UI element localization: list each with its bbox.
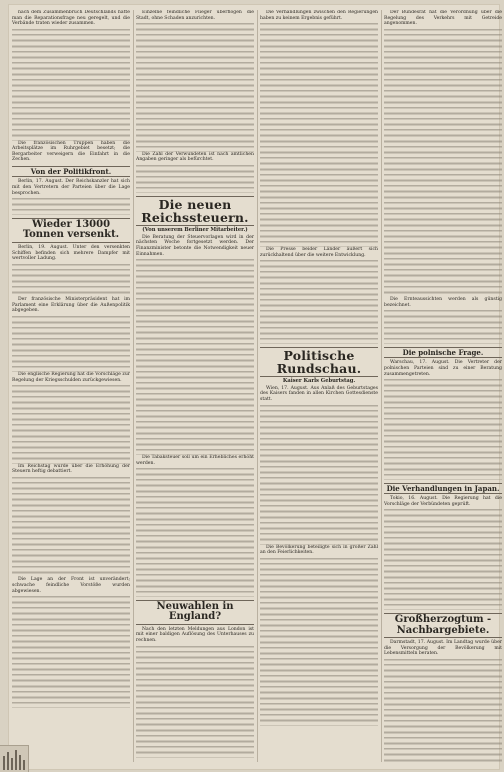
article-paragraph: Die Ernteaussichten werden als günstig bezeichnet. bbox=[384, 297, 502, 308]
section-heading: Großherzogtum - Nachbargebiete. bbox=[384, 613, 502, 638]
article-paragraph: Im Reichstag wurde über die Erhöhung der Steuern heftig debattiert. bbox=[12, 463, 130, 475]
column-rule bbox=[381, 10, 382, 762]
article-paragraph: Die Presse beider Länder äußert sich zurückhaltend über die weitere Entwicklung. bbox=[260, 246, 378, 258]
article-paragraph: Berlin, 17. August. Der Reichskanzler hat sich mit den Vertretern der Parteien über die Lage besprochen. bbox=[12, 179, 130, 196]
section-subheading: (Von unserem Berliner Mitarbeiter.) bbox=[142, 227, 248, 234]
column-rule bbox=[257, 10, 258, 762]
article-paragraph: Die Zahl der Verwundeten ist nach amtlichen Angaben geringer als befürchtet. bbox=[136, 151, 254, 163]
section-heading: Die Verhandlungen in Japan. bbox=[384, 483, 502, 494]
newspaper-page bbox=[8, 4, 500, 770]
article-paragraph: Warschau, 17. August. Die Vertreter der polnischen Parteien sind zu einer Beratung zusammengetreten. bbox=[384, 360, 502, 377]
article-paragraph: Die Bevölkerung beteiligte sich in großer Zahl an den Feierlichkeiten. bbox=[260, 544, 378, 556]
article-paragraph: Tokio, 16. August. Die Regierung hat die Vorschläge der Verbündeten geprüft. bbox=[384, 496, 502, 507]
article-paragraph: Die Verhandlungen zwischen den Regierungen haben zu keinem Ergebnis geführt. bbox=[260, 10, 378, 21]
article-paragraph: nach dem Zusammenbruch Deutschlands hatte man die Reparationsfrage neu geregelt, und die Verbände traten wieder zusammen. bbox=[12, 10, 130, 27]
article-paragraph: Darmstadt, 17. August. Im Landtag wurde über die Versorgung der Bevölkerung mit Lebensmitteln beraten. bbox=[384, 640, 502, 657]
article-paragraph: Der französische Ministerpräsident hat im Parlament eine Erklärung über die Außenpolitik abgegeben. bbox=[12, 297, 130, 314]
article-paragraph: Wien, 17. August. Aus Anlaß des Geburtstages des Kaisers fanden in allen Kirchen Gottesdienste statt. bbox=[260, 385, 378, 403]
section-heading: Die polnische Frage. bbox=[384, 347, 502, 358]
article-paragraph: Die französischen Truppen haben die Arbeitsplätze im Ruhrgebiet besetzt; die Bergarbeiter verweigern die Einfahrt in die Zechen. bbox=[12, 140, 130, 163]
article-paragraph: Einzelne feindliche Flieger überflogen die Stadt, ohne Schaden anzurichten. bbox=[136, 10, 254, 21]
column-rule bbox=[133, 10, 134, 762]
column-2 bbox=[136, 10, 254, 762]
column-1 bbox=[12, 10, 130, 762]
article-paragraph: Die Tabaksteuer soll um ein Erhebliches erhöht werden. bbox=[136, 455, 254, 466]
article-paragraph: Der Bundesrat hat die Verordnung über die Regelung des Verkehrs mit Getreide angenommen. bbox=[384, 10, 502, 27]
article-paragraph: Die englische Regierung hat die Vorschläge zur Regelung der Kriegsschulden zurückgewiesen. bbox=[12, 372, 130, 383]
section-heading: Neuwahlen in England? bbox=[136, 600, 254, 625]
archive-stamp-icon bbox=[0, 745, 29, 772]
column-3 bbox=[260, 10, 378, 762]
article-paragraph: Berlin, 19. August. Unter den versenkten Schiffen befinden sich mehrere Dampfer mit wertvoller Ladung. bbox=[12, 244, 130, 262]
article-paragraph: Die Beratung der Steuervorlagen wird in der nächsten Woche fortgesetzt werden. Der Finanzminister betonte die Notwendigkeit neuer Einnahmen. bbox=[136, 234, 254, 257]
section-heading: Wieder 13000 Tonnen versenkt. bbox=[12, 218, 130, 243]
section-heading: Die neuen Reichssteuern. bbox=[136, 196, 254, 226]
article-paragraph: Die Lage an der Front ist unverändert; schwache feindliche Vorstöße wurden abgewiesen. bbox=[12, 577, 130, 594]
section-heading: Politische Rundschau. bbox=[260, 347, 378, 377]
article-paragraph: Nach den letzten Meldungen aus London ist mit einer baldigen Auflösung des Unterhauses zu rechnen. bbox=[136, 626, 254, 644]
section-heading: Von der Politikfront. bbox=[12, 166, 130, 177]
section-subheading: Kaiser Karls Geburtstag. bbox=[282, 378, 356, 385]
column-4 bbox=[384, 10, 502, 762]
